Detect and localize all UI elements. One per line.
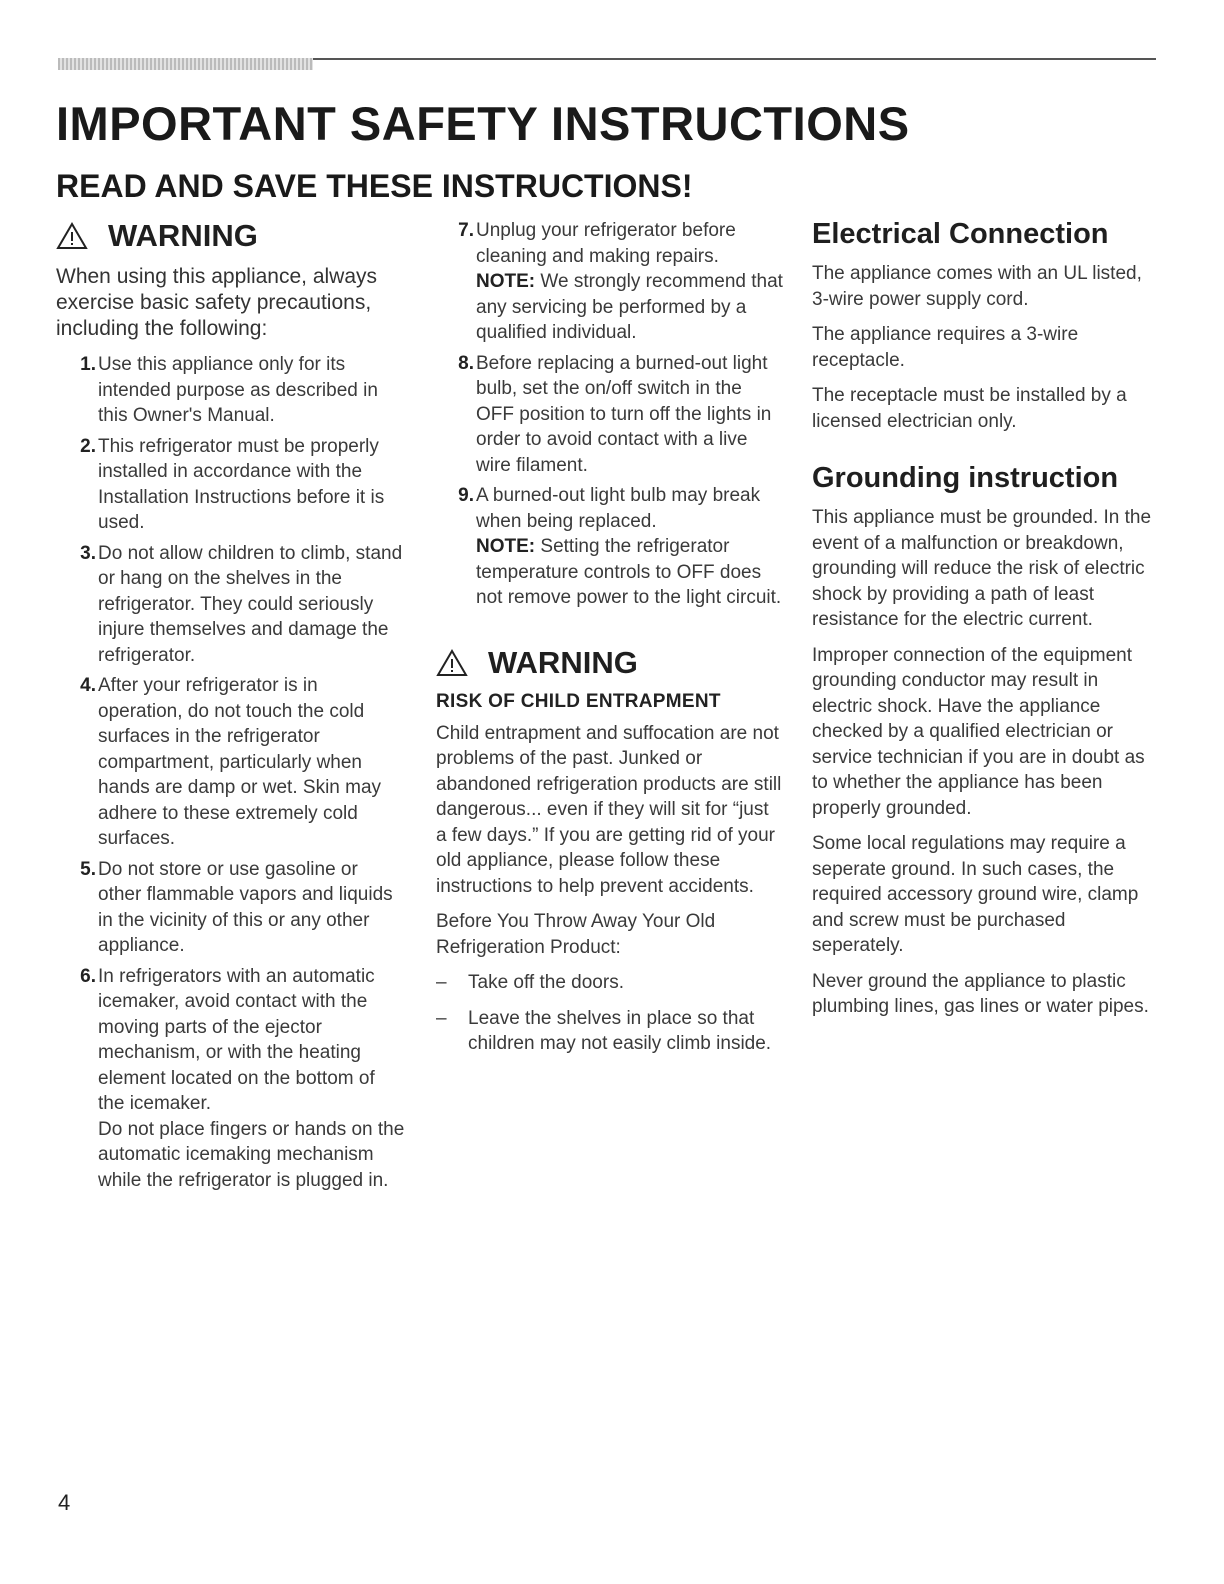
dash-list-item — [436, 1006, 784, 1057]
list-item — [436, 351, 784, 479]
warning-triangle-icon — [56, 222, 88, 250]
list-item-text: In refrigerators with an automatic icemaker, avoid contact with the moving parts of the ejector mechanism, or with the heating element located on the bottom of the icemaker. — [98, 965, 375, 1114]
child-entrapment-paragraph: Child entrapment and suffocation are not problems of the past. Junked or abandoned refrigeration products are still dangerous... even if they will sit for “just a few days.” If you are getting rid of your old appliance, please follow these instructions to help prevent accidents. — [436, 722, 782, 897]
note-text: Setting the refrigerator temperature controls to OFF does not remove power to the light circuit. — [476, 536, 782, 608]
list-item-number: 6. — [80, 965, 96, 987]
grounding-paragraph-2: Improper connection of the equipment grounding conductor may result in electric shock. Have the appliance checked by a qualified electrician or service technician if you are in doubt as to whether the appliance has been properly grounded. — [812, 644, 1145, 819]
warning-heading-2 — [436, 645, 784, 681]
list-item — [56, 673, 406, 852]
list-item-text-group — [476, 483, 784, 611]
column-left — [56, 218, 406, 1198]
list-item-text: A burned-out light bulb may break when being replaced. — [476, 485, 761, 532]
safety-list-part-1 — [56, 352, 406, 1193]
page-subtitle: READ AND SAVE THESE INSTRUCTIONS! — [56, 168, 693, 204]
warning-heading-1 — [56, 218, 406, 254]
list-item — [56, 434, 406, 536]
list-item-text: This refrigerator must be properly installed in accordance with the Installation Instructions before it is used. — [98, 435, 385, 533]
electrical-paragraph-2: The appliance requires a 3-wire receptacle. — [812, 324, 1079, 371]
list-item — [436, 218, 784, 346]
page-title: IMPORTANT SAFETY INSTRUCTIONS — [56, 97, 910, 150]
page-number: 4 — [58, 1490, 71, 1515]
grounding-paragraph-1: This appliance must be grounded. In the event of a malfunction or breakdown, grounding will reduce the risk of electric shock by providing a path of least resistance for the electric current. — [812, 507, 1152, 630]
grounding-instruction-heading: Grounding instruction — [812, 462, 1119, 494]
list-item — [56, 964, 406, 1194]
column-middle — [436, 218, 784, 1067]
list-item-number: 1. — [80, 354, 96, 375]
warning-heading-2-label: WARNING — [488, 644, 638, 680]
warning-intro: When using this appliance, always exercise basic safety precautions, including the following: — [56, 265, 378, 340]
list-item-text: Unplug your refrigerator before cleaning and making repairs. — [476, 220, 736, 267]
dash-bullet: – — [436, 972, 447, 993]
list-item-number: 9. — [458, 485, 474, 506]
list-item — [56, 857, 406, 959]
note-label: NOTE: — [476, 271, 536, 292]
electrical-connection-heading: Electrical Connection — [812, 218, 1109, 250]
electrical-paragraph-1: The appliance comes with an UL listed, 3-wire power supply cord. — [812, 263, 1142, 310]
header-shade-bar — [58, 58, 313, 70]
before-throw-away-paragraph: Before You Throw Away Your Old Refrigeration Product: — [436, 911, 716, 958]
list-item-text-group — [476, 218, 784, 346]
child-entrapment-heading: RISK OF CHILD ENTRAPMENT — [436, 690, 721, 712]
list-item-text: After your refrigerator is in operation, do not touch the cold surfaces in the refrigerator compartment, particularly when hands are damp or wet. Skin may adhere to these extremely cold surfaces. — [98, 675, 382, 849]
electrical-paragraph-3: The receptacle must be installed by a licensed electrician only. — [812, 385, 1127, 432]
warning-heading-1-label: WARNING — [108, 218, 258, 253]
grounding-paragraph-4: Never ground the appliance to plastic plumbing lines, gas lines or water pipes. — [812, 970, 1149, 1017]
list-item-number: 3. — [80, 542, 96, 564]
list-item-text: Before replacing a burned-out light bulb, set the on/off switch in the OFF position to turn off the lights in order to avoid contact with a live wire filament. — [476, 352, 772, 476]
dash-list-item — [436, 970, 784, 996]
note-label: NOTE: — [476, 536, 536, 557]
list-item — [56, 541, 406, 669]
note-text: We strongly recommend that any servicing be performed by a qualified individual. — [476, 271, 783, 343]
list-item-number: 4. — [80, 675, 96, 696]
column-right — [812, 218, 1162, 1030]
dash-list-text: Leave the shelves in place so that children may not easily climb inside. — [468, 1007, 772, 1054]
list-item-text: Use this appliance only for its intended purpose as described in this Owner's Manual. — [98, 354, 378, 426]
list-item-number: 8. — [458, 352, 474, 374]
warning-triangle-icon — [436, 649, 468, 677]
list-item — [56, 352, 406, 429]
safety-list-part-2 — [436, 218, 784, 611]
list-item-text: Do not allow children to climb, stand or hang on the shelves in the refrigerator. They could seriously injure themselves and damage the refrigerator. — [98, 542, 403, 666]
grounding-paragraph-3: Some local regulations may require a seperate ground. In such cases, the required accessory ground wire, clamp and screw must be purchased seperately. — [812, 833, 1139, 956]
list-item-number: 7. — [458, 220, 474, 241]
dash-list-text: Take off the doors. — [468, 972, 624, 993]
list-item-number: 5. — [80, 858, 96, 880]
list-item — [436, 483, 784, 611]
list-item-text-extra: Do not place fingers or hands on the automatic icemaking mechanism while the refrigerator is plugged in. — [98, 1118, 405, 1191]
list-item-number: 2. — [80, 435, 96, 457]
list-item-text: Do not store or use gasoline or other flammable vapors and liquids in the vicinity of this or any other appliance. — [98, 858, 393, 956]
dash-bullet: – — [436, 1007, 447, 1029]
list-item-text-group — [98, 964, 406, 1194]
